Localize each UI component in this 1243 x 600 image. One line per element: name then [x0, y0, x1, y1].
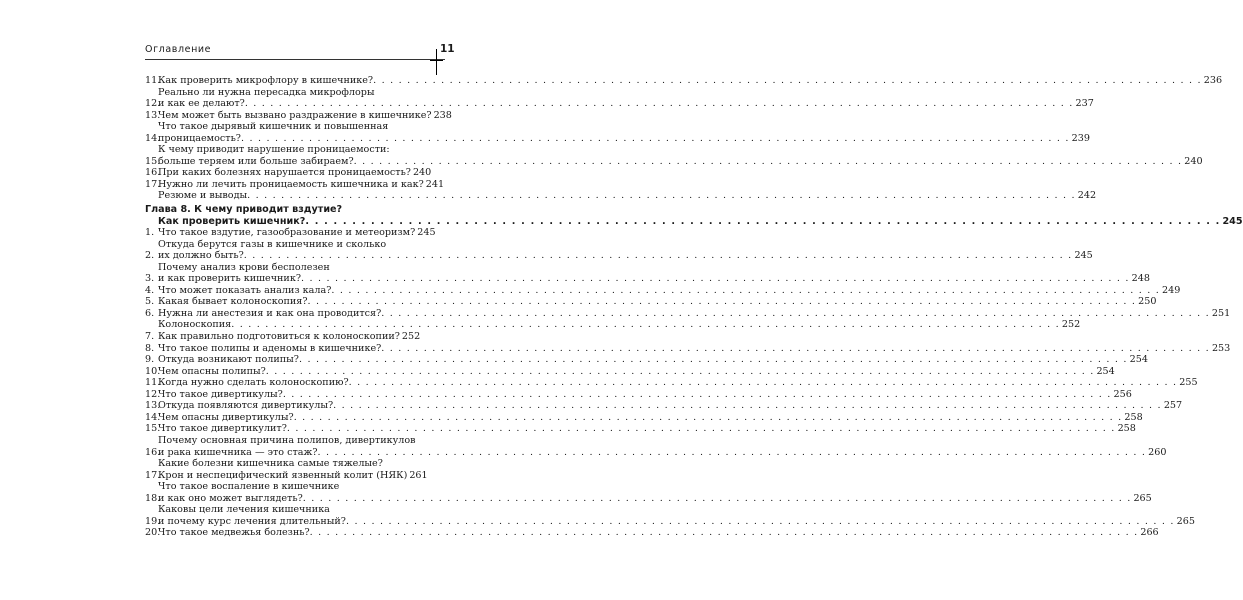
dot-leader [346, 516, 1175, 528]
entry-line [158, 239, 417, 251]
dot-leader [301, 273, 1130, 285]
toc-entry[interactable] [145, 109, 452, 122]
entry-body [158, 377, 1198, 389]
entry-title: При каких болезнях нарушается проницаемость? [158, 167, 411, 179]
dot-leader [283, 389, 1112, 401]
entry-body [158, 504, 1195, 527]
entry-page: 255 [1179, 377, 1198, 389]
dot-leader [349, 377, 1178, 389]
entry-body [158, 307, 1231, 320]
entry-body [158, 342, 1231, 355]
entry-body [158, 121, 1090, 144]
entry-number: 9. [145, 354, 155, 366]
entry-page: 236 [1203, 75, 1223, 86]
entry-body [158, 86, 1094, 110]
toc-entry[interactable] [145, 400, 1183, 412]
entry-page: 249 [1162, 284, 1181, 296]
entry-title: Крон и неспецифический язвенный колит (НЯК) [158, 469, 408, 481]
entry-page: 266 [1140, 527, 1159, 539]
entry-title: Откуда берутся газы в кишечнике и сколько [158, 238, 387, 250]
entry-body [158, 75, 1223, 87]
entry-line [158, 121, 417, 133]
entry-line [158, 469, 428, 482]
entry-line [158, 190, 1097, 202]
dot-leader [381, 343, 1210, 355]
entry-line [158, 132, 1090, 145]
toc-entry[interactable] [145, 377, 1198, 389]
entry-page: 253 [1211, 342, 1231, 354]
entry-title: и как ее делают? [158, 98, 245, 110]
toc-entry[interactable] [145, 144, 1203, 167]
entry-title: Какая бывает колоноскопия? [158, 296, 308, 308]
entry-line [158, 365, 1115, 378]
entry-line [158, 388, 1132, 401]
dot-leader [299, 354, 1128, 366]
entry-line [158, 423, 1136, 435]
entry-number: 16. [145, 446, 161, 458]
entry-line [158, 331, 421, 343]
chapter-title: Как проверить кишечник? [158, 215, 306, 227]
entry-number: 17. [145, 469, 161, 481]
entry-page: 245 [417, 227, 436, 239]
toc-entry[interactable] [145, 75, 1223, 87]
running-title: Оглавление [145, 44, 212, 55]
entry-number: 11. [145, 75, 161, 86]
entry-title: больше теряем или больше забираем? [158, 155, 354, 167]
entry-page: 251 [1211, 307, 1231, 319]
entry-body [158, 434, 1167, 458]
entry-number: 16. [145, 167, 161, 179]
entry-title: и как оно может выглядеть? [158, 492, 303, 504]
entry-body [158, 527, 1159, 539]
entry-page: 254 [1096, 365, 1115, 377]
toc-entry[interactable] [145, 342, 1231, 355]
entry-number: 18. [145, 492, 161, 504]
entry-body [158, 423, 1136, 435]
chapter-body [145, 204, 1243, 227]
table-of-contents [145, 75, 1243, 539]
toc-entry[interactable] [145, 178, 445, 191]
entry-title: Почему анализ крови бесполезен [158, 261, 330, 273]
entry-body [158, 296, 1157, 308]
entry-line [158, 167, 432, 179]
entry-title: их должно быть? [158, 250, 244, 262]
entry-page: 240 [412, 167, 432, 179]
entry-line [158, 446, 1167, 459]
toc-entry[interactable] [145, 434, 1167, 458]
dot-leader [266, 366, 1095, 378]
entry-line [158, 411, 1143, 424]
entry-title: Что такое дырявый кишечник и повышенная [158, 121, 389, 133]
entry-title: проницаемость? [158, 132, 241, 144]
dot-leader [333, 400, 1162, 412]
entry-line [158, 354, 1148, 366]
entry-title: Чем опасны дивертикулы? [158, 411, 294, 423]
entry-number: 14. [145, 132, 161, 144]
entry-page: 265 [1133, 492, 1152, 504]
toc-entry[interactable] [145, 167, 432, 179]
entry-line [158, 504, 417, 516]
entry-number: 8. [145, 342, 155, 354]
entry-line [158, 515, 1195, 528]
dot-leader [241, 133, 1070, 145]
entry-body [158, 238, 1093, 262]
entry-title: Что такое дивертикулы? [158, 388, 283, 400]
entry-page: 252 [1061, 319, 1081, 331]
entry-body [158, 284, 1181, 297]
toc-entry[interactable] [145, 296, 1157, 308]
toc-entry[interactable] [145, 388, 1132, 401]
entry-line [158, 273, 1150, 285]
entry-number: 2. [145, 250, 155, 262]
entry-body [158, 331, 421, 343]
entry-title: Нужна ли анестезия и как она проводится? [158, 307, 382, 319]
entry-title: Каковы цели лечения кишечника [158, 504, 330, 516]
entry-page: 242 [1077, 190, 1097, 202]
entry-number: 19. [145, 515, 161, 527]
entry-body [158, 190, 1097, 202]
entry-number: 1. [145, 227, 155, 239]
entry-number: 20. [145, 527, 161, 539]
entry-page: 256 [1113, 388, 1132, 400]
entry-page: 265 [1176, 515, 1195, 527]
entry-line [158, 75, 1223, 87]
entry-title: Как проверить микрофлору в кишечнике? [158, 75, 374, 86]
entry-title: Откуда появляются дивертикулы? [158, 400, 334, 412]
chapter-line [145, 204, 417, 216]
toc-entry[interactable] [145, 411, 1143, 424]
entry-line [158, 250, 1093, 262]
entry-line [158, 144, 417, 156]
toc-entry[interactable] [145, 227, 436, 239]
entry-title: и как проверить кишечник? [158, 273, 301, 285]
entry-number: 15. [145, 155, 161, 167]
entry-title: Чем опасны полипы? [158, 365, 266, 377]
entry-page: 245 [1074, 250, 1093, 262]
entry-number: 13. [145, 400, 161, 412]
entry-line [158, 87, 417, 99]
entry-number: 11. [145, 377, 161, 389]
entry-page: 237 [1075, 98, 1094, 110]
chapter-heading[interactable] [145, 204, 1243, 227]
toc-entry[interactable] [145, 284, 1181, 297]
dot-leader [331, 285, 1160, 297]
toc-entry[interactable] [145, 481, 1152, 504]
toc-entry[interactable] [145, 121, 1090, 144]
entry-line [158, 98, 1094, 110]
dot-leader [307, 296, 1136, 308]
entry-title: Что такое дивертикулит? [158, 423, 287, 435]
entry-line [158, 307, 1231, 320]
entry-page: 254 [1129, 354, 1148, 366]
entry-title: Резюме и выводы [158, 190, 248, 202]
entry-line [158, 342, 1231, 355]
entry-line [158, 155, 1203, 168]
entry-page: 261 [409, 469, 428, 481]
entry-number: 5. [145, 296, 155, 308]
entry-title: Откуда возникают полипы? [158, 354, 299, 366]
chapter-page: 245 [1222, 215, 1243, 227]
entry-number: 13. [145, 109, 161, 121]
dot-leader [287, 423, 1116, 435]
dot-leader [294, 412, 1123, 424]
dot-leader [244, 250, 1073, 262]
entry-page: 252 [401, 331, 421, 343]
entry-title: Что такое медвежья болезнь? [158, 527, 310, 539]
dot-leader [245, 98, 1074, 110]
page-number: 11 [440, 43, 455, 55]
toc-entry[interactable] [145, 238, 1093, 262]
entry-body [158, 227, 436, 239]
entry-line [158, 296, 1157, 308]
entry-title: Реально ли нужна пересадка микрофлоры [158, 86, 375, 98]
entry-title: Нужно ли лечить проницаемость кишечника и как? [158, 178, 424, 190]
chapter-line [145, 215, 1243, 228]
entry-page: 248 [1131, 273, 1150, 285]
crop-mark-vertical [436, 49, 437, 75]
entry-page: 260 [1148, 446, 1167, 458]
toc-entry[interactable] [145, 319, 1081, 331]
entry-body [158, 400, 1183, 412]
entry-title: Какие болезни кишечника самые тяжелые? [158, 458, 383, 470]
entry-title: К чему приводит нарушение проницаемости: [158, 144, 390, 156]
entry-title: Что такое воспаление в кишечнике [158, 481, 340, 493]
entry-title: Что может показать анализ кала? [158, 284, 332, 296]
entry-title: Что такое вздутие, газообразование и метеоризм? [158, 227, 416, 239]
entry-number: 3. [145, 273, 155, 285]
dot-leader [310, 527, 1139, 539]
entry-body [158, 261, 1150, 285]
dot-leader [231, 319, 1060, 331]
entry-line [158, 435, 417, 447]
dot-leader [354, 156, 1183, 168]
dot-leader [305, 216, 1220, 228]
entry-line [158, 481, 417, 493]
entry-body [158, 109, 452, 122]
header-rule [145, 59, 445, 60]
entry-body [158, 458, 428, 481]
entry-body [158, 178, 445, 191]
entry-title: и почему курс лечения длительный? [158, 515, 346, 527]
entry-line [158, 492, 1152, 505]
entry-title: Почему основная причина полипов, дивертикулов [158, 434, 416, 446]
entry-body [158, 388, 1132, 401]
toc-entry[interactable] [145, 527, 1159, 539]
toc-entry[interactable] [145, 354, 1148, 366]
entry-line [158, 227, 436, 239]
toc-entry[interactable] [145, 423, 1136, 435]
entry-line [158, 262, 417, 274]
toc-entry[interactable] [145, 331, 421, 343]
toc-entry[interactable] [145, 261, 1150, 285]
entry-title: Чем может быть вызвано раздражение в кишечнике? [158, 109, 432, 121]
entry-line [158, 377, 1198, 389]
entry-body [158, 411, 1143, 424]
dot-leader [247, 190, 1076, 202]
dot-leader [381, 308, 1210, 320]
entry-line [158, 284, 1181, 297]
entry-number: 10. [145, 365, 161, 377]
entry-body [158, 365, 1115, 378]
entry-number: 12. [145, 98, 161, 110]
entry-body [158, 144, 1203, 167]
toc-entry[interactable] [145, 504, 1195, 527]
chapter-title: Глава 8. К чему приводит вздутие? [145, 204, 343, 216]
entry-number: 6. [145, 307, 155, 319]
entry-title: Когда нужно сделать колоноскопию? [158, 377, 349, 389]
entry-page: 257 [1163, 400, 1183, 412]
entry-line [158, 178, 445, 191]
entry-body [158, 167, 432, 179]
entry-page: 241 [425, 178, 445, 190]
entry-number: 12. [145, 388, 161, 400]
entry-line [158, 109, 452, 122]
entry-title: Что такое полипы и аденомы в кишечнике? [158, 342, 382, 354]
toc-entry[interactable] [145, 190, 1097, 202]
toc-entry[interactable] [145, 307, 1231, 320]
entry-line [158, 319, 1081, 331]
toc-entry[interactable] [145, 365, 1115, 378]
entry-title: Как правильно подготовиться к колоноскопии? [158, 331, 400, 343]
entry-number: 17. [145, 178, 161, 190]
entry-page: 238 [433, 109, 452, 121]
entry-title: и рака кишечника — это стаж? [158, 446, 318, 458]
entry-line [158, 400, 1183, 412]
crop-mark-horizontal [430, 60, 443, 61]
entry-page: 258 [1117, 423, 1136, 435]
entry-number: 4. [145, 284, 155, 296]
entry-title: Колоноскопия [158, 319, 232, 331]
entry-line [158, 527, 1159, 539]
toc-entry[interactable] [145, 458, 428, 481]
entry-body [158, 319, 1081, 331]
entry-page: 258 [1124, 411, 1143, 423]
entry-page: 239 [1071, 132, 1090, 144]
dot-leader [373, 75, 1202, 87]
entry-page: 250 [1138, 296, 1157, 308]
entry-body [158, 354, 1148, 366]
dot-leader [303, 493, 1132, 505]
entry-number: 14. [145, 411, 161, 423]
entry-page: 240 [1184, 155, 1203, 167]
entry-line [158, 458, 417, 470]
entry-number: 7. [145, 331, 155, 343]
toc-entry[interactable] [145, 86, 1094, 110]
entry-body [158, 481, 1152, 504]
dot-leader [317, 447, 1146, 459]
entry-number: 15. [145, 423, 161, 435]
